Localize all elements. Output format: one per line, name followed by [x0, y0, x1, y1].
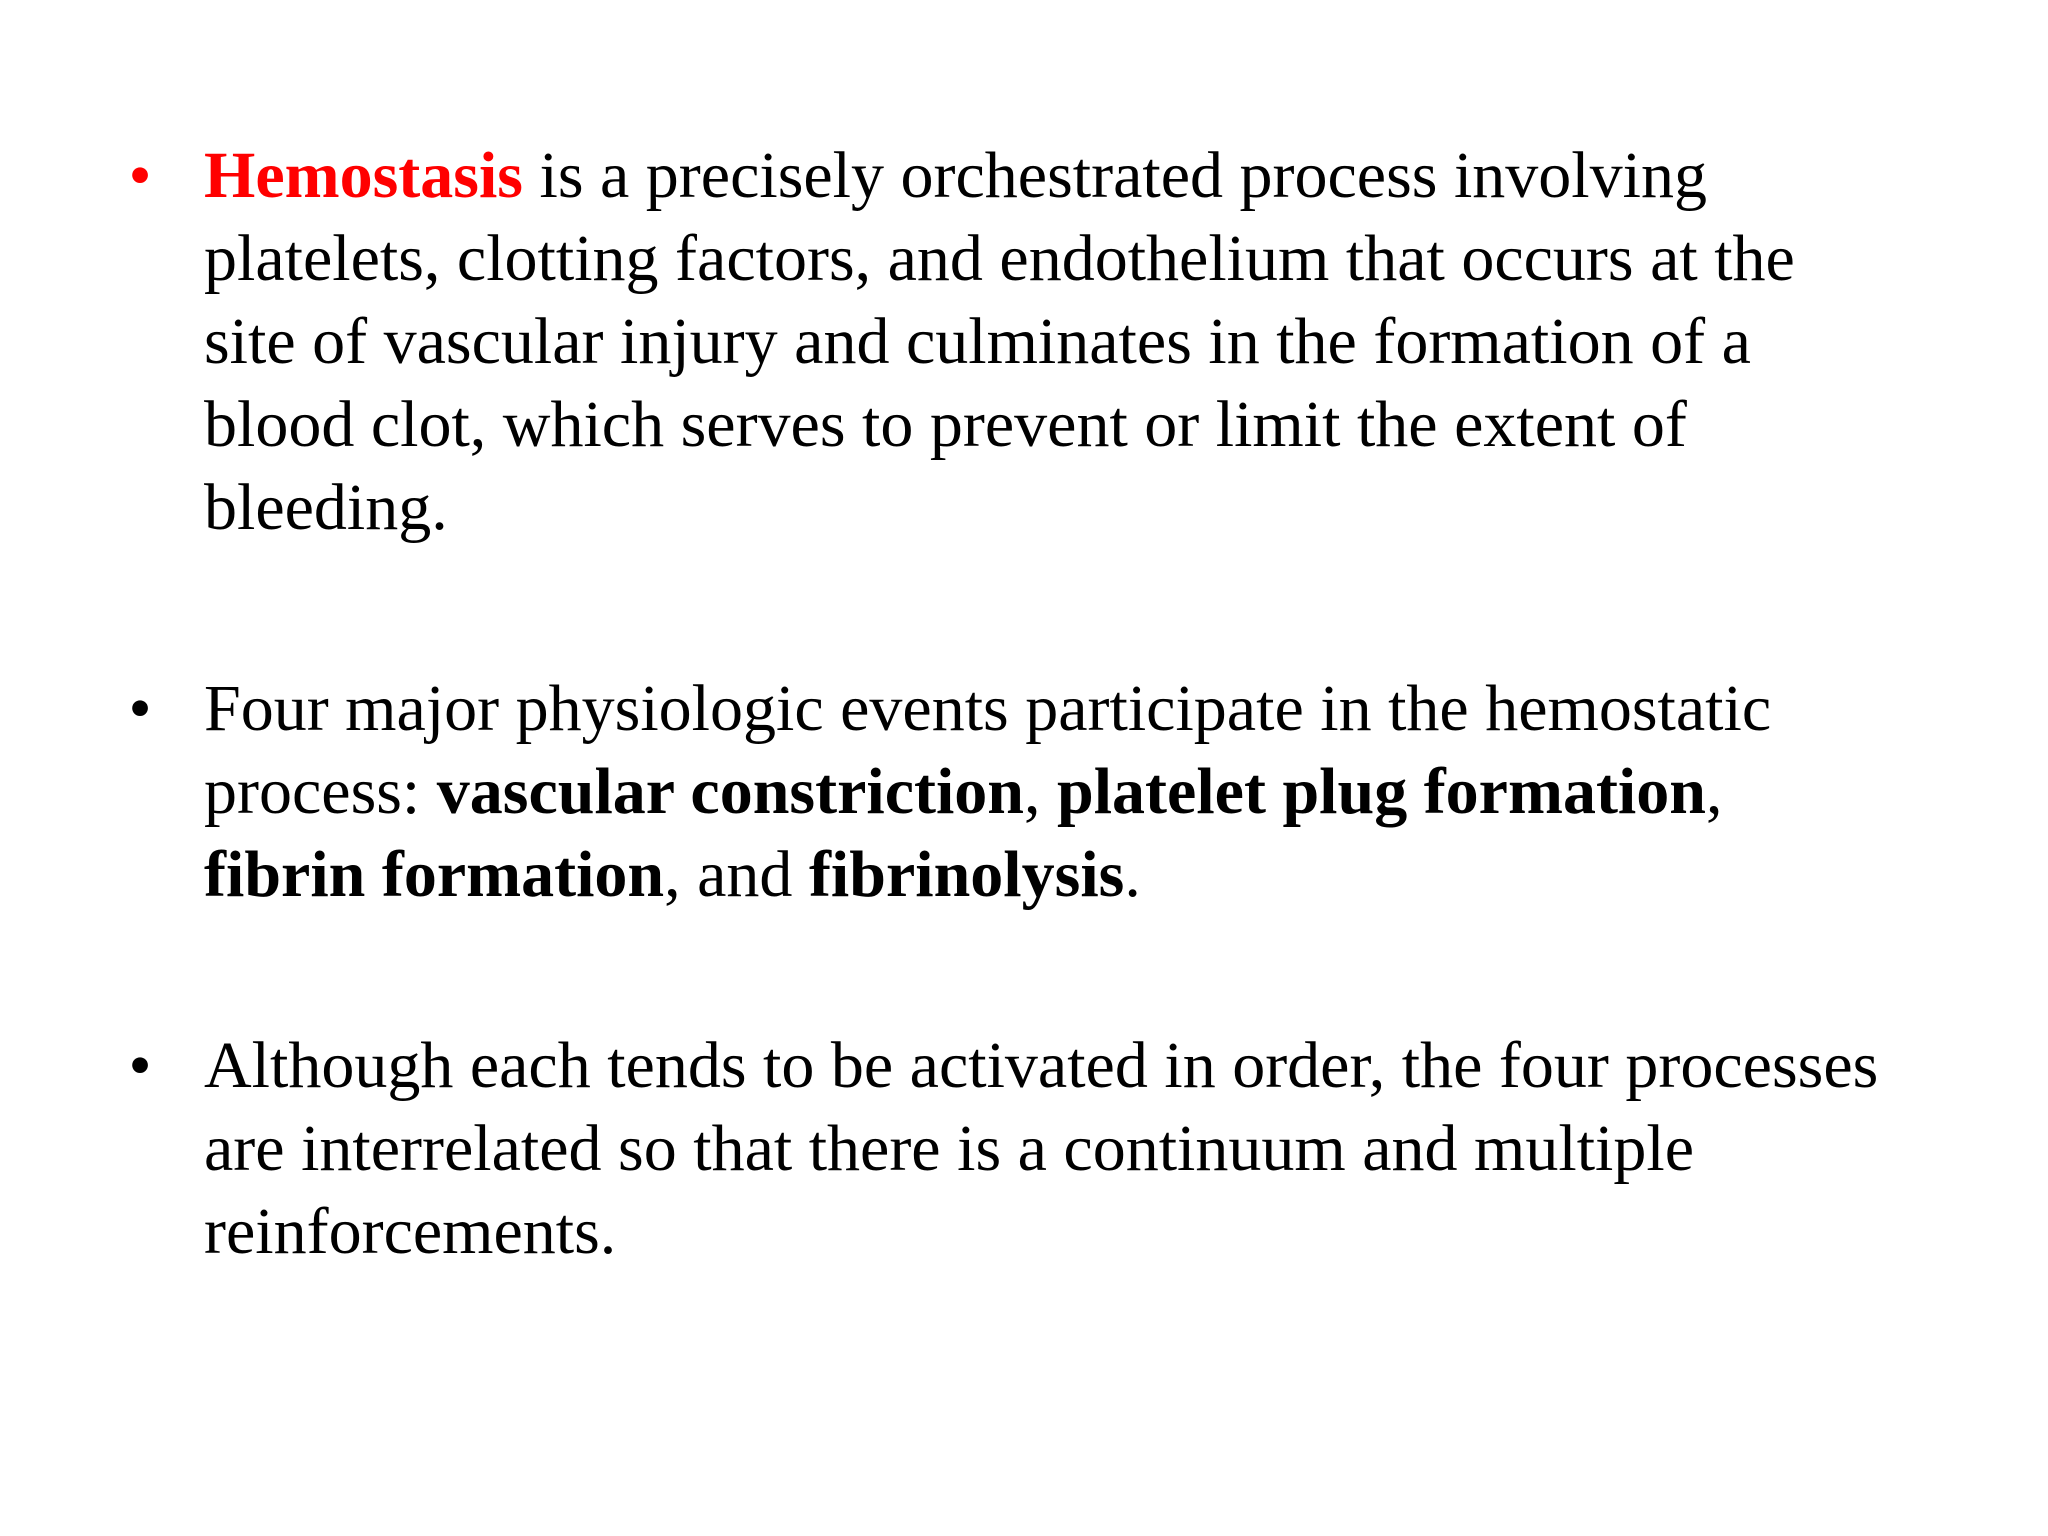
bullet-item-four-events — [120, 667, 1900, 916]
event-vascular-constriction: vascular constriction — [436, 755, 1025, 828]
bullet-marker: • — [128, 672, 152, 745]
bullet-text: Although each tends to be activated in order, the four processes are interrelated so that there is a continuum and multiple reinforcements. — [204, 1029, 1879, 1268]
events-intro: Four major physiologic events participate in the hemostatic process: — [204, 672, 1772, 828]
separator: , — [1705, 755, 1723, 828]
term-hemostasis: Hemostasis — [204, 139, 523, 212]
event-fibrinolysis: fibrinolysis — [808, 838, 1125, 911]
bullet-item-hemostasis — [120, 134, 1900, 549]
event-fibrin-formation: fibrin formation — [204, 838, 665, 911]
bullet-item-interrelated — [120, 1024, 1900, 1273]
separator: , and — [664, 838, 809, 911]
bullet-text — [204, 672, 1771, 911]
separator: , — [1024, 755, 1058, 828]
hemostasis-definition: is a precisely orchestrated process involving platelets, clotting factors, and endothelium that occurs at the site of vascular injury and culminates in the formation of a blood clot, which serves to prevent or limit the extent of bleeding. — [204, 139, 1795, 544]
bullet-text — [204, 139, 1795, 544]
event-platelet-plug-formation: platelet plug formation — [1057, 755, 1706, 828]
bullet-list — [120, 134, 1900, 1273]
sentence-end: . — [1124, 838, 1141, 911]
bullet-marker: • — [128, 139, 152, 212]
bullet-marker: • — [128, 1029, 152, 1102]
